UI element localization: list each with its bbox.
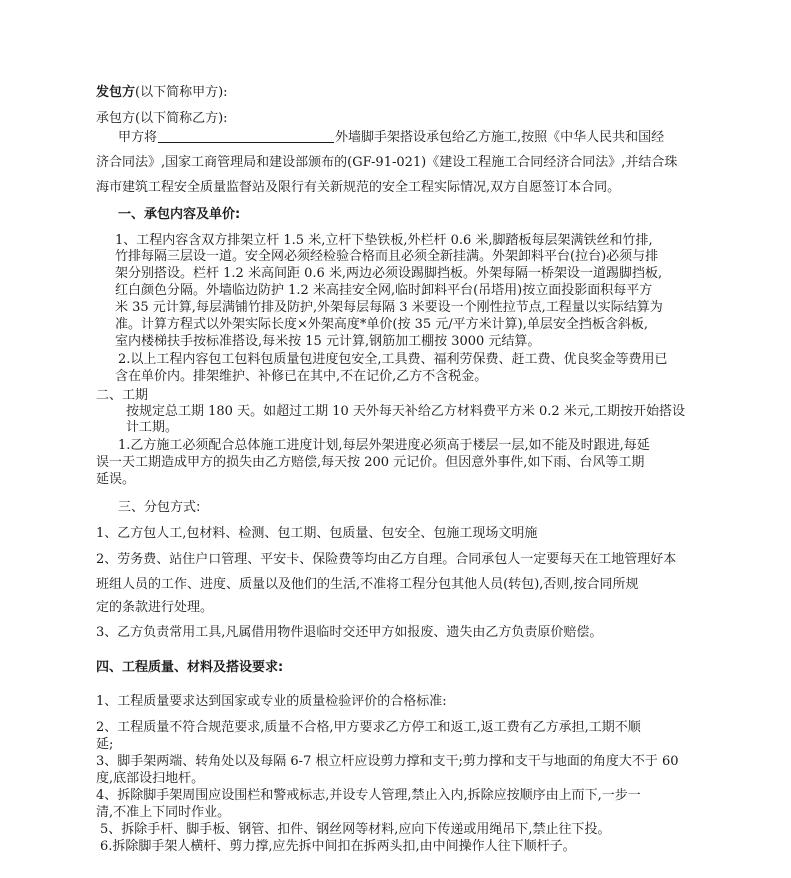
- section-1-p1-l2: 竹排每隔三层设一道。安全网必须经检验合格而且必须全新挂满。外架卸料平台(拉台)必须与排: [115, 249, 659, 264]
- section-4-item-4-l2: 清,不准上下同时作业。: [96, 805, 231, 820]
- section-3-item-2-l2: 班组人员的工作、进度、质量以及他们的生活,不准将工程分包其他人员(转包),否则,按合同所规: [96, 577, 639, 592]
- section-1-p1-l6: 准。计算方程式以外架实际长度×外架高度*单价(按 35 元/平方米计算),单层安全挡板含斜板,: [115, 317, 648, 332]
- section-3-item-2-l3: 定的条款进行处理。: [96, 600, 214, 615]
- section-2-p1-l1: 按规定总工期 180 天。如超过工期 10 天外每天补给乙方材料费平方米 0.2 米元,工期按开始搭设: [126, 404, 685, 419]
- section-4-item-6: 6.拆除脚手架人横杆、剪力撑,应先拆中间扣在拆两头扣,由中间操作人往下顺杆子。: [100, 839, 576, 854]
- section-1-p1-l3: 架分别搭设。栏杆 1.2 米高间距 0.6 米,两边必须设踢脚挡板。外架每隔一桥架设一道踢脚挡板,: [115, 266, 663, 281]
- section-2-p2-l2: 误一天工期造成甲方的损失由乙方赔偿,每天按 200 元记价。但因意外事件,如下雨、台风等工期: [96, 455, 645, 470]
- intro-line-1: [118, 130, 664, 146]
- section-1-p1-l4: 红白颜色分隔。外墙临边防护 1.2 米高挂安全网,临时卸料平台(吊塔用)按立面投影面积每平方: [115, 283, 653, 298]
- section-1-p1-l5: 米 35 元计算,每层满铺竹排及防护,外架每层每隔 3 米要设一个刚性拉节点,工程量以实际结算为: [115, 300, 663, 315]
- party-b-line: 承包方(以下简称乙方):: [96, 111, 228, 126]
- party-a-line: [96, 85, 228, 101]
- section-3-item-3: 3、乙方负责常用工具,凡属借用物件退临时交还甲方如报废、遗失由乙方负责原价赔偿。: [96, 625, 603, 640]
- intro-line-3: 海市建筑工程安全质量监督站及限行有关新规范的安全工程实际情况,双方自愿签订本合同。: [96, 180, 621, 195]
- section-4-item-4-l1: 4、拆除脚手架周围应设围栏和警戒标志,并设专人管理,禁止入内,拆除应按顺序由上而下,一步一: [96, 788, 641, 803]
- section-4-item-2-l2: 延;: [96, 737, 114, 752]
- section-1-title: 一、承包内容及单价:: [118, 207, 241, 222]
- section-2-p2-l1: 1.乙方施工必须配合总体施工进度计划,每层外架进度必须高于楼层一层,如不能及时跟进,每延: [118, 438, 650, 453]
- section-3-item-2-l1: 2、劳务费、站住户口管理、平安卡、保险费等均由乙方自理。合同承包人一定要每天在工地管理好本: [96, 552, 677, 567]
- party-a-label: 发包方: [96, 85, 136, 100]
- section-4-item-5: 5、拆除手杆、脚手板、钢管、扣件、钢丝网等材料,应向下传递或用绳吊下,禁止往下投。: [100, 822, 611, 837]
- project-name-blank: [158, 130, 334, 143]
- section-1-p1-l1: 1、工程内容含双方排架立杆 1.5 米,立杆下垫铁板,外栏杆 0.6 米,脚踏板每层架满铁丝和竹排,: [115, 233, 653, 248]
- section-1-p2-l2: 含在单价内。排架维护、补修已在其中,不在记价,乙方不含税金。: [115, 369, 488, 384]
- section-3-item-1: 1、乙方包人工,包材料、检测、包工期、包质量、包安全、包施工现场文明施: [96, 526, 538, 541]
- section-1-p1-l7: 室内楼梯扶手按标准搭设,每米按 15 元计算,钢筋加工棚按 3000 元结算。: [115, 334, 541, 349]
- intro-line-1-start: 甲方将: [118, 130, 158, 145]
- section-2-title: 二、工期: [96, 388, 149, 403]
- section-4-item-1: 1、工程质量要求达到国家或专业的质量检验评价的合格标准:: [96, 694, 447, 709]
- section-4-item-2-l1: 2、工程质量不符合规范要求,质量不合格,甲方要求乙方停工和返工,返工费有乙方承担,工期不顺: [96, 720, 641, 735]
- section-2-p1-l2: 计工期。: [126, 420, 179, 435]
- section-1-p2-l1: 2.以上工程内容包工包料包质量包进度包安全,工具费、福利劳保费、赶工费、优良奖金等费用已: [118, 352, 668, 367]
- section-4-title: 四、工程质量、材料及搭设要求:: [96, 660, 284, 675]
- section-4-item-3-l1: 3、脚手架两端、转角处以及每隔 6-7 根立杆应设剪力撑和支干;剪力撑和支干与地面的角度大不于 60: [96, 754, 679, 769]
- party-a-label-rest: (以下简称甲方):: [135, 85, 228, 100]
- intro-line-2: 济合同法》,国家工商管理局和建设部颁布的(GF-91-021)《建设工程施工合同经济合同法》,并结合珠: [96, 155, 678, 170]
- section-4-item-3-l2: 度,底部设扫地杆。: [96, 771, 205, 786]
- section-2-p2-l3: 延误。: [96, 472, 136, 487]
- section-3-title: 三、分包方式:: [118, 500, 201, 515]
- intro-line-1-end: 外墙脚手架搭设承包给乙方施工,按照《中华人民共和国经: [335, 130, 665, 145]
